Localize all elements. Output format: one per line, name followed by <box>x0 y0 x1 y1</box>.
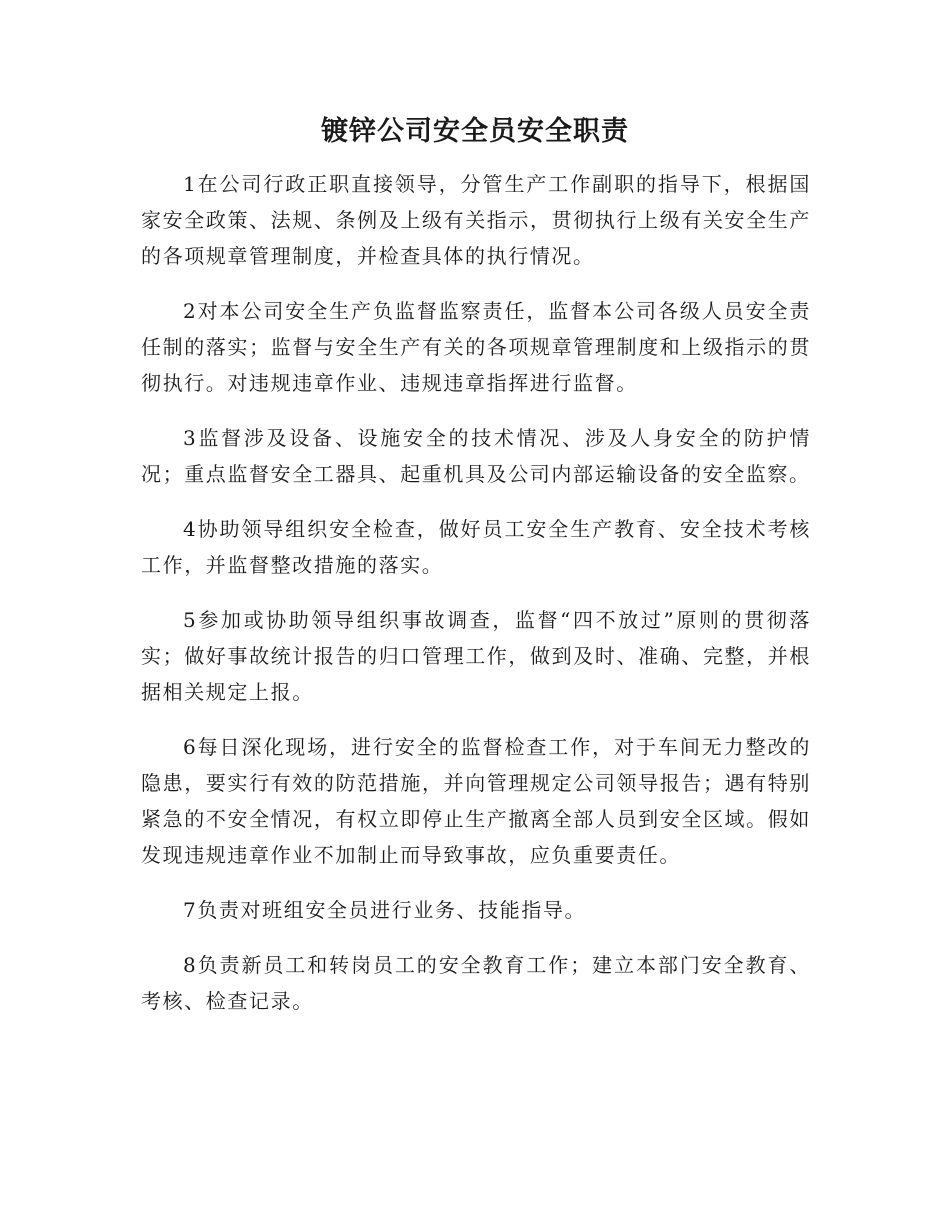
paragraph-8: 8负责新员工和转岗员工的安全教育工作；建立本部门安全教育、考核、检查记录。 <box>141 953 811 1013</box>
document-title: 镀锌公司安全员安全职责 <box>321 116 629 147</box>
paragraph-5: 5参加或协助领导组织事故调查，监督“四不放过”原则的贯彻落实；做好事故统计报告的归口管理工作，做到及时、准确、完整，并根据相关规定上报。 <box>141 608 811 704</box>
paragraph-4: 4协助领导组织安全检查，做好员工安全生产教育、安全技术考核工作，并监督整改措施的落实。 <box>141 517 811 577</box>
paragraph-6: 6每日深化现场，进行安全的监督检查工作，对于车间无力整改的隐患，要实行有效的防范措施，并向管理规定公司领导报告；遇有特别紧急的不安全情况，有权立即停止生产撤离全部人员到安全区域。假如发现违规违章作业不加制止而导致事故，应负重要责任。 <box>141 735 811 867</box>
paragraph-1: 1在公司行政正职直接领导，分管生产工作副职的指导下，根据国家安全政策、法规、条例及上级有关指示，贯彻执行上级有关安全生产的各项规章管理制度，并检查具体的执行情况。 <box>141 172 811 268</box>
paragraph-7: 7负责对班组安全员进行业务、技能指导。 <box>183 898 587 922</box>
paragraph-2: 2对本公司安全生产负监督监察责任，监督本公司各级人员安全责任制的落实；监督与安全生产有关的各项规章管理制度和上级指示的贯彻执行。对违规违章作业、违规违章指挥进行监督。 <box>141 299 811 395</box>
paragraph-3: 3监督涉及设备、设施安全的技术情况、涉及人身安全的防护情况；重点监督安全工器具、起重机具及公司内部运输设备的安全监察。 <box>141 426 811 486</box>
document-body <box>141 166 811 1038</box>
